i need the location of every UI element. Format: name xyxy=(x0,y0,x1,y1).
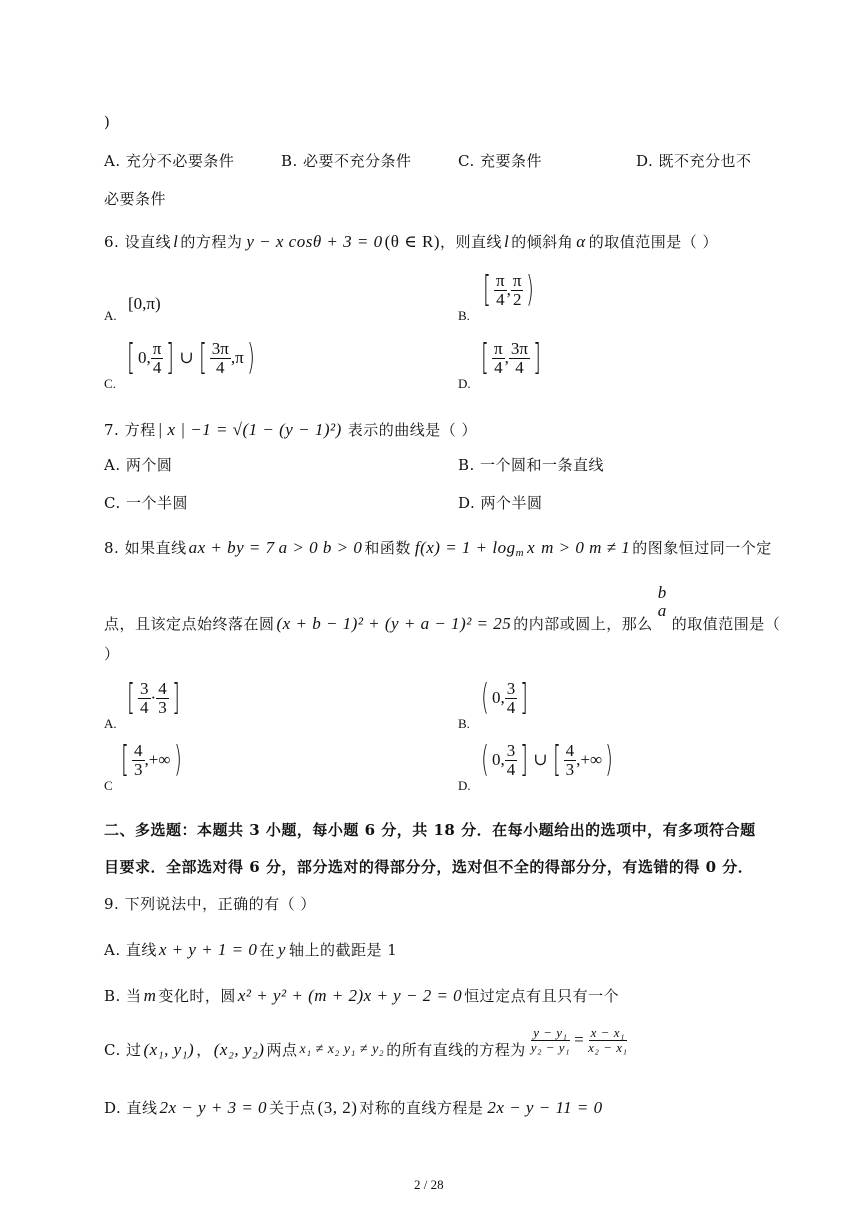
q8-b-value: ( 0 , $\frac{3}{4}$ ] xyxy=(481,677,529,719)
q8-stem-line1: 8. 如果直线 ax + by = 7 a > 0 b > 0 和函数 f(x) = 1 + log m x m > 0 m ≠ 1 的图象恒过同一个定 xyxy=(104,538,772,559)
q6-a-value: [0,π) xyxy=(128,294,161,313)
q6-stem-1: 6. 设直线 xyxy=(104,233,172,251)
q5-option-d-cont: 必要条件 xyxy=(104,190,167,208)
q6-stem-2: 的方程为 xyxy=(180,233,243,251)
q9-option-a: A. 直线 x + y + 1 = 0 在 y 轴上的截距是 1 xyxy=(104,940,398,959)
q6-c-label: C. xyxy=(104,376,116,391)
q7-option-a: A. 两个圆 xyxy=(104,456,173,474)
q8-c-label: C xyxy=(104,778,113,793)
q8-cond1: a > 0 b > 0 xyxy=(278,538,363,557)
q7-stem-1: 7. 方程 xyxy=(104,421,156,439)
q9-option-b: B. 当 m 变化时，圆 x² + y² + (m + 2)x + y − 2 = 0 恒过定点有且只有一个 xyxy=(104,986,620,1005)
q8-a-value: [ $\frac{3}{4}$ · $\frac{4}{3}$ ] xyxy=(127,677,180,719)
q7-stem xyxy=(104,420,477,440)
q6-equation: y − x cosθ + 3 = 0 xyxy=(246,232,383,251)
page-number: 2 / 28 xyxy=(414,1177,444,1192)
q5-option-c: C. 充要条件 xyxy=(458,152,542,170)
fraction: $\frac{\pi}{4}$ xyxy=(496,271,505,309)
q6-d-label: D. xyxy=(458,376,471,391)
q6-b-label: B. xyxy=(458,308,470,323)
q9-stem: 9. 下列说法中，正确的有（ ） xyxy=(104,895,316,913)
q5-option-d: D. 既不充分也不 xyxy=(636,152,752,170)
q5-option-b: B. 必要不充分条件 xyxy=(281,152,412,170)
q9-c-fraction-right: $\frac{\text{x − x₁}}{\text{x₂ − x₁}}$ xyxy=(588,1025,628,1055)
continued-paren: ) xyxy=(104,113,111,131)
q8-a-label: A. xyxy=(104,716,117,731)
q7-option-d: D. 两个半圆 xyxy=(458,494,543,512)
q6-stem-3: ，则直线 xyxy=(440,233,503,251)
q6-c-value: [ 0 , $\frac{\pi}{4}$ ] ∪ [ $\frac{3\pi}{4}$ , π ) xyxy=(127,337,255,379)
paren-right: ) xyxy=(526,269,535,311)
q6-a-label: A. xyxy=(104,308,117,323)
fraction: $\frac{\pi}{2}$ xyxy=(512,271,522,309)
q6-stem xyxy=(104,232,718,252)
q8-c-value: [ $\frac{4}{3}$ , +∞ ) xyxy=(121,739,182,781)
q6-stem-4: 的倾斜角 xyxy=(511,233,574,251)
q8-func: f(x) = 1 + log xyxy=(414,538,516,557)
q6-var-l: l xyxy=(173,232,179,251)
q6-condition: (θ ∈ R) xyxy=(384,232,441,251)
q9-c-fraction-left: $\frac{\text{y − y₁}}{\text{y₂ − y₁}}$ xyxy=(530,1025,571,1055)
q5-option-a: A. 充分不必要条件 xyxy=(104,152,235,170)
q6-stem-5: 的取值范围是（ ） xyxy=(588,233,718,251)
section2-heading-line1: 二、多选题：本题共 3 小题，每小题 6 分，共 18 分．在每小题给出的选项中，有多项符合题 xyxy=(104,821,756,839)
q8-d-value: ( 0 , $\frac{3}{4}$ ] ∪ [ $\frac{4}{3}$ , +∞ ) xyxy=(481,739,613,781)
q8-stem-line2: 点，且该定点始终落在圆 (x + b − 1)² + (y + a − 1)² = 25 的内部或圆上，那么 b a 的取值范围是（ xyxy=(104,583,781,633)
q7-option-b: B. 一个圆和一条直线 xyxy=(458,456,605,474)
bracket-left: [ xyxy=(483,269,491,311)
q8-b-label: B. xyxy=(458,716,470,731)
q6-var-l-2: l xyxy=(504,232,510,251)
q8-stem-line3: ） xyxy=(104,645,120,663)
q7-stem-2: 表示的曲线是（ ） xyxy=(347,421,478,439)
q6-var-alpha: α xyxy=(576,232,586,251)
q6-b-value: [ $\frac{\pi}{4}$ , $\frac{\pi}{2}$ ) xyxy=(483,269,535,311)
q8-cond2: m > 0 m ≠ 1 xyxy=(541,538,631,557)
section2-heading-line2: 目要求．全部选对得 6 分，部分选对的得部分分，选对但不全的得部分分，有选错的得 0 分． xyxy=(104,858,754,876)
q7-equation: | x | −1 = √(1 − (y − 1)²) xyxy=(157,420,342,439)
q9-option-c: C. 过 (x₁, y₁) ， (x₂, y₂) 两点 x₁ ≠ x₂ y₁ ≠ y₂ 的所有直线的方程为 $\frac{\text{y − y₁}}{\text{y₂ − y₁}}$ = $\frac{\text{x − x₁}}{\text{x₂ − x₁}}$ xyxy=(104,1025,628,1060)
q8-d-label: D. xyxy=(458,778,471,793)
q9-option-d: D. 直线 2x − y + 3 = 0 关于点 (3, 2) 对称的直线方程是 2x − y − 11 = 0 xyxy=(104,1098,603,1117)
q7-option-c: C. 一个半圆 xyxy=(104,494,188,512)
q6-d-value: [ $\frac{\pi}{4}$ , $\frac{3\pi}{4}$ ] xyxy=(481,337,541,379)
q8-line-eq: ax + by = 7 xyxy=(188,538,275,557)
q8-circle: (x + b − 1)² + (y + a − 1)² = 25 xyxy=(276,613,512,633)
q8-ratio: b a xyxy=(657,583,667,620)
